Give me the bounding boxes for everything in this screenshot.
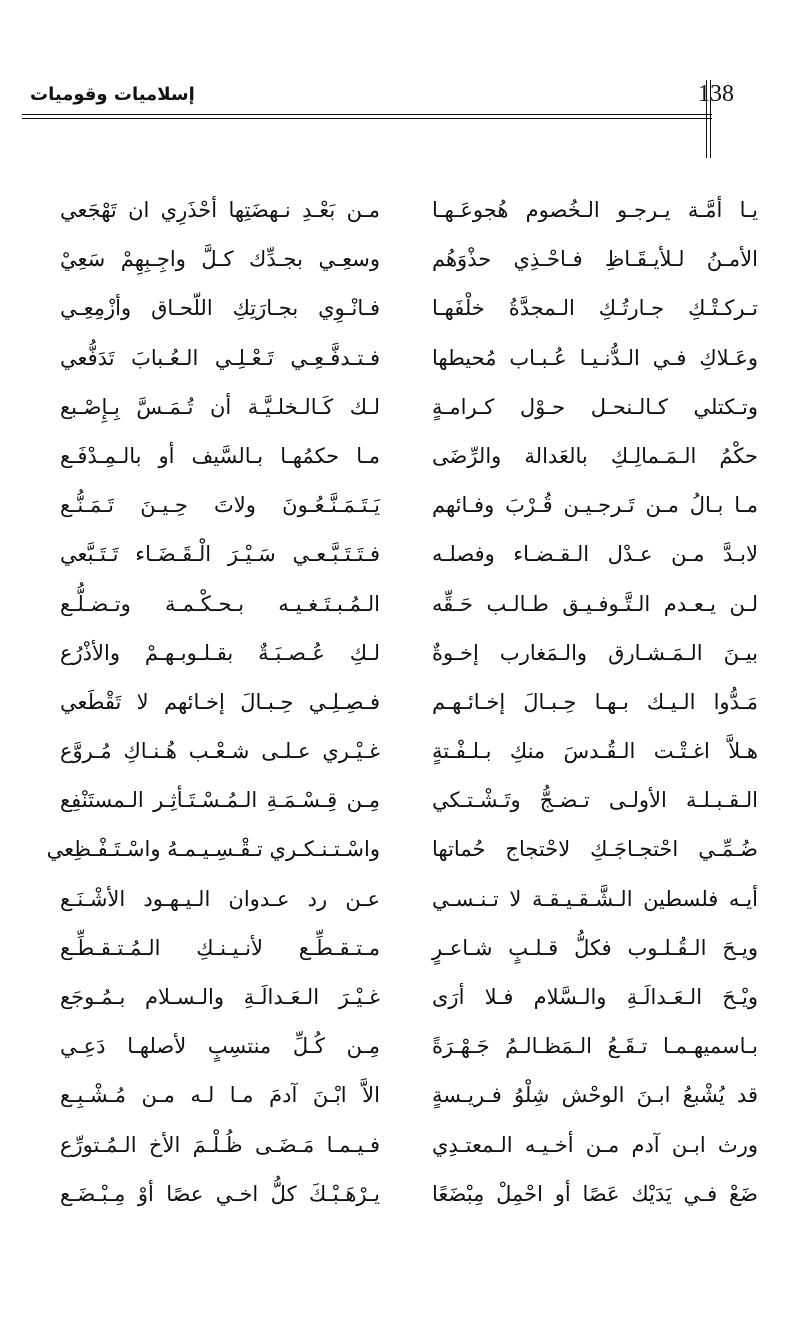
- verse-second-hemistich: غـيْـري عـلـى شـعْـب هُـنـاكِ مُـروَّع: [60, 739, 380, 764]
- verse-line: [0, 334, 788, 383]
- poem: [0, 186, 788, 1219]
- verse-first-hemistich: وتـكتلي كـالـنحـل حـوْل كـرامـةٍ: [432, 394, 758, 419]
- verse-line: [0, 924, 788, 973]
- header-rule: [22, 114, 712, 115]
- verse-first-hemistich: أيـه فلسطين الـشَّـقـيـقـة لا تـنـسـي: [432, 886, 758, 911]
- verse-first-hemistich: بـاسميهـمـا تـقَـعُ الـمَظـالـمُ جَـهْـرَةً: [432, 1034, 758, 1059]
- verse-line: [0, 383, 788, 432]
- verse-second-hemistich: وسعِـي بجـدِّك كـلَّ واجِـبِهِمْ سَعِيْ: [60, 247, 380, 272]
- page-number: 138: [698, 81, 734, 107]
- verse-second-hemistich: فـتـدفَّـعِـي تَـعْـلِـي الـعُـبابَ تَدَفُّعي: [60, 345, 380, 370]
- verse-first-hemistich: ورث ابـن آدم مـن أخـيـه الـمعتـدِي: [432, 1132, 758, 1157]
- verse-line: [0, 678, 788, 727]
- verse-line: [0, 284, 788, 333]
- page-header: [22, 78, 762, 118]
- header-vertical-rule: [706, 80, 707, 158]
- verse-second-hemistich: فـانْـوِي بجـارَتِكِ اللّحـاق وأزْمِعِـي: [60, 296, 380, 321]
- verse-second-hemistich: عـن رد عـدوان الـيـهـود الأشْـنَـع: [60, 886, 380, 911]
- verse-line: [0, 432, 788, 481]
- verse-line: [0, 186, 788, 235]
- verse-first-hemistich: يـا أمَّـة يـرجـو الـخُصوم هُجوعَـهـا: [432, 198, 758, 222]
- verse-line: [0, 875, 788, 924]
- verse-second-hemistich: فـتَـتَـبَّـعـي سَـيْـرَ الْـقَـضَـاء تَـتَـبَّعي: [60, 542, 380, 567]
- verse-line: [0, 1022, 788, 1071]
- verse-first-hemistich: لـن يـعـدم الـتَّـوفـيـق طـالـب حَـقِّه: [432, 591, 758, 616]
- verse-second-hemistich: الاَّ ابْـنَ آدمَ مـا لـه مـن مُـشْـبِـع: [60, 1083, 380, 1108]
- header-rule-thin: [22, 118, 712, 119]
- verse-first-hemistich: مَـدُّوا الـيـك بـهـا حِـبـالَ إخـائـهـم: [432, 689, 758, 714]
- verse-line: [0, 825, 788, 874]
- verse-second-hemistich: مـن بَعْـدِ نـهضَتِها أحْذَرِي ان تَهْجَعي: [60, 198, 380, 222]
- verse-first-hemistich: تـركـتْـكِ جـارتُـكِ الـمجدَّةُ خلْفَهـا: [432, 296, 758, 321]
- verse-second-hemistich: مِـن كُـلِّ منتسِبٍ لأصلهـا دَعِـي: [60, 1034, 380, 1059]
- verse-first-hemistich: ويـحَ الـقُـلـوب فكلُّ قـلـبٍ شـاعـرٍ: [432, 935, 758, 960]
- verse-second-hemistich: مِـن قِـسْـمَـةِ الـمُـسْـتَـأثِـر الـمستَنْفِع: [60, 788, 380, 813]
- verse-second-hemistich: واسْـتـنـكـري تـقْـسِـيـمـهُ واسْـتَـفْـظِعي: [46, 837, 380, 862]
- verse-line: [0, 481, 788, 530]
- verse-second-hemistich: مـا حكمُهـا بـالسَّيف أو بالـمِـدْفَـع: [60, 443, 380, 468]
- verse-second-hemistich: فـيـمـا مَـضَـى ظُـلْـمَ الأخ الـمُـتورِّع: [60, 1132, 380, 1157]
- verse-first-hemistich: لابـدَّ مـن عـدْل الـقـضـاء وفصلـه: [432, 542, 758, 567]
- verse-line: [0, 1121, 788, 1170]
- verse-second-hemistich: فـصِـلِـي حِـبـالَ إخـائهم لا تَقْطَعي: [60, 689, 380, 714]
- verse-first-hemistich: حكْمُ الـمَـمالِـكِ بالعَدالة والرِّضَى: [432, 443, 758, 468]
- verse-first-hemistich: ويْـحَ الـعَـدالَـةِ والـسَّلام فـلا أرَى: [432, 985, 758, 1009]
- verse-line: [0, 727, 788, 776]
- verse-first-hemistich: مـا بـالُ مـن تَـرجـيـن قُـرْبَ وفـائهم: [432, 493, 758, 518]
- verse-first-hemistich: الـقـبـلـة الأولـى تـضـجُّ وتَـشْـتـكي: [432, 788, 758, 813]
- verse-line: [0, 580, 788, 629]
- verse-second-hemistich: يـرْهَـبْـكَ كلُّ اخـي عصًا أوْ مِـبْـضَـع: [60, 1181, 380, 1206]
- header-vertical-rule-thin: [710, 80, 711, 158]
- verse-first-hemistich: ضُـمِّـي احْتجـاجَـكِ لاحْتجاج حُماتها: [432, 837, 758, 862]
- verse-line: [0, 973, 788, 1022]
- verse-second-hemistich: الـمُـبـتَـغـيـه بـحـكْـمـة وتـضـلُّـع: [60, 591, 380, 616]
- verse-second-hemistich: لـكِ عُـصـبَـةٌ بقـلـوبـهـمْ والأذْرُع: [60, 640, 380, 665]
- verse-second-hemistich: غـيْـرَ الـعَـدالَـةِ والـسـلام بـمُـوجَع: [60, 985, 380, 1009]
- verse-first-hemistich: وعَـلاكِ فـي الـدُّنـيـا عُـبـاب مُحيطها: [432, 345, 758, 370]
- verse-second-hemistich: لـك كَـالـخلـيَّـة أن تُـمَـسَّ بِـإِصْـبع: [60, 394, 380, 419]
- verse-first-hemistich: بيـنَ الـمَـشـارق والـمَغارب إخـوةٌ: [432, 640, 758, 665]
- verse-second-hemistich: مـتـقـطِّـع لأنـيـنـكِ الـمُـتـقـطِّـع: [60, 935, 380, 960]
- verse-first-hemistich: ضَعْ فـي يَدَيْك عَصًا أو احْمِلْ مِبْضَعًا: [432, 1181, 758, 1206]
- verse-line: [0, 1170, 788, 1219]
- verse-first-hemistich: قد يُشْبعُ ابـنَ الوحْش شِلْوُ فـريـسةٍ: [432, 1083, 758, 1108]
- verse-line: [0, 629, 788, 678]
- verse-first-hemistich: الأمـنُ لـلأيـقَـاظِ فـاحْـذِي حذْوَهُم: [432, 247, 758, 272]
- verse-line: [0, 530, 788, 579]
- verse-line: [0, 235, 788, 284]
- verse-line: [0, 776, 788, 825]
- verse-first-hemistich: هـلاَّ اغـتْـت الـقُـدسَ منكِ بـلـفْـتةٍ: [432, 739, 758, 764]
- running-title: إسلاميات وقوميات: [30, 84, 195, 105]
- verse-second-hemistich: يَـتَـمَـنَّـعُـونَ ولاتَ حِـيـنَ تَـمَـنُّـع: [60, 493, 380, 518]
- verse-line: [0, 1071, 788, 1120]
